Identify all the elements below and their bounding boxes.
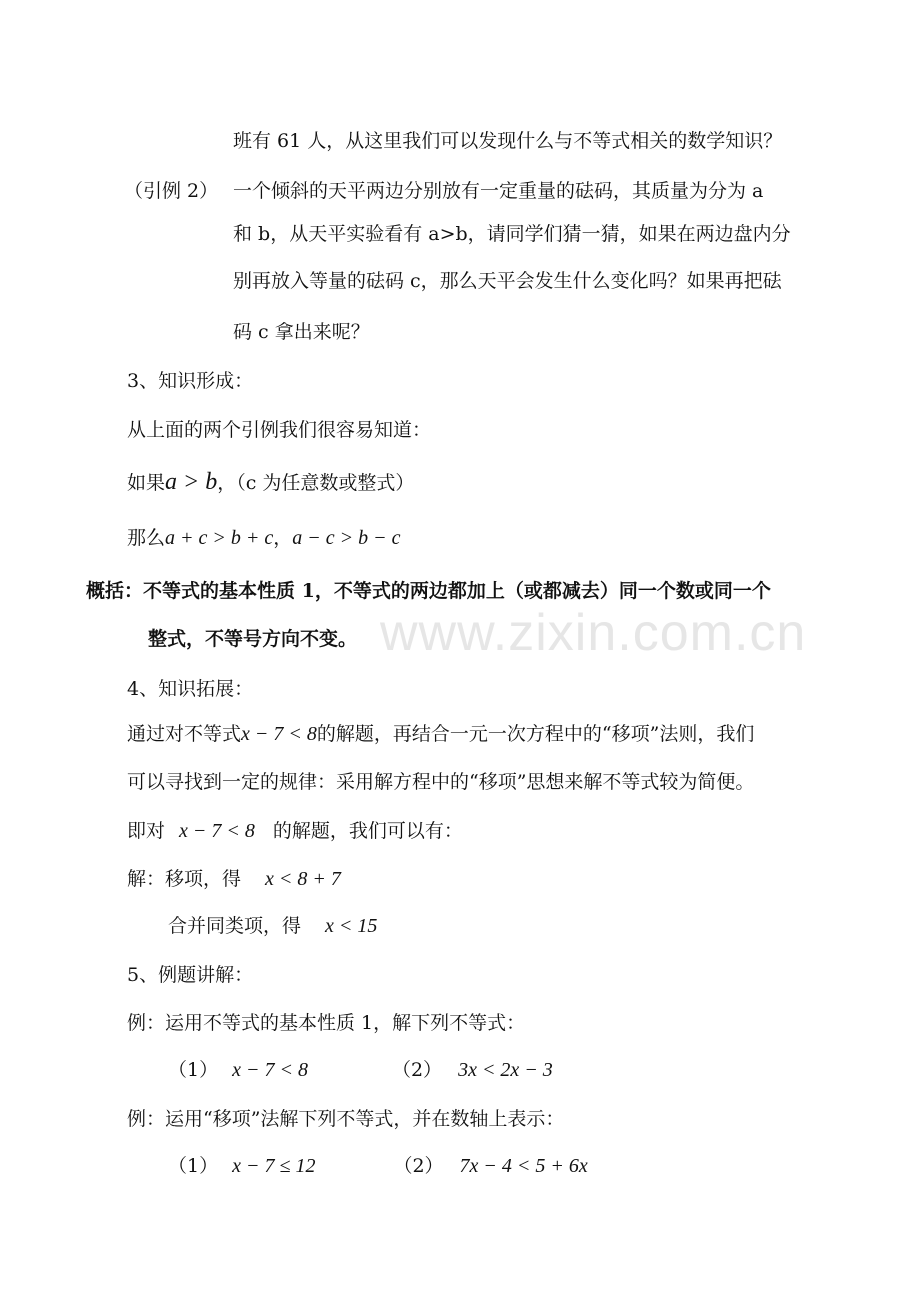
- example-2-line-3: 别再放入等量的砝码 c，那么天平会发生什么变化吗？如果再把砝: [233, 270, 782, 292]
- if-suffix: ，（c 为任意数或整式）: [217, 472, 415, 494]
- ji-prefix: 即对: [127, 820, 166, 842]
- if-prefix: 如果: [127, 472, 166, 494]
- ex1-number-2: （2）: [391, 1059, 443, 1081]
- if-math: a > b: [165, 469, 218, 495]
- ex2-number-2: （2）: [393, 1155, 444, 1177]
- example-2-problems: [168, 1153, 588, 1179]
- example-2-text: 例：运用“移项”法解下列不等式，并在数轴上表示：: [127, 1108, 565, 1130]
- sol1-prefix: 解：移项，得: [127, 868, 242, 890]
- ji-math: x − 7 < 8: [179, 820, 255, 842]
- p1-prefix: 通过对不等式: [127, 723, 242, 745]
- sol2-prefix: 合并同类项，得: [168, 915, 302, 937]
- example-1-problems: [168, 1057, 553, 1083]
- then-math-2: a − c > b − c: [292, 527, 401, 549]
- intro-line-1: 班有 61 人，从这里我们可以发现什么与不等式相关的数学知识？: [233, 130, 783, 152]
- sol1-math: x < 8 + 7: [265, 868, 341, 890]
- ex1-number-1: （1）: [168, 1059, 219, 1081]
- solution-line-1: [127, 866, 341, 892]
- ex2-problem-2: 7x − 4 < 5 + 6x: [459, 1155, 588, 1177]
- ex1-problem-2: 3x < 2x − 3: [458, 1059, 553, 1081]
- example-2-line-2: 和 b，从天平实验看有 a>b，请同学们猜一猜，如果在两边盘内分: [233, 223, 791, 245]
- ex2-number-1: （1）: [168, 1155, 219, 1177]
- summary-line-2: 整式，不等号方向不变。: [148, 628, 358, 650]
- then-line: [127, 525, 401, 551]
- ji-suffix: 的解题，我们可以有：: [272, 820, 463, 842]
- ji-line: [127, 818, 463, 844]
- ex2-problem-1: x − 7 ≤ 12: [232, 1155, 316, 1177]
- example-2-line-1: 一个倾斜的天平两边分别放有一定重量的砝码，其质量为分为 a: [233, 180, 764, 202]
- example-1-text: 例：运用不等式的基本性质 1，解下列不等式：: [127, 1012, 526, 1034]
- section-4-heading: 4、知识拓展：: [127, 678, 254, 700]
- then-prefix: 那么: [127, 527, 166, 549]
- if-condition-line: [127, 469, 414, 496]
- example-2-line-4: 码 c 拿出来呢？: [233, 321, 370, 343]
- section-4-paragraph-line-1: [127, 721, 754, 747]
- section-5-heading: 5、例题讲解：: [127, 964, 254, 986]
- p1-math: x − 7 < 8: [241, 723, 317, 745]
- ex1-problem-1: x − 7 < 8: [232, 1059, 308, 1081]
- solution-line-2: [168, 913, 377, 939]
- section-3-heading: 3、知识形成：: [127, 370, 254, 392]
- p1-suffix: 的解题，再结合一元一次方程中的“移项”法则，我们: [316, 723, 755, 745]
- summary-line-1: 概括：不等式的基本性质 1，不等式的两边都加上（或都减去）同一个数或同一个: [86, 580, 771, 602]
- section-4-paragraph-line-2: 可以寻找到一定的规律：采用解方程中的“移项”思想来解不等式较为简便。: [127, 771, 755, 793]
- then-sep: ，: [273, 527, 293, 549]
- example-2-label: （引例 2）: [124, 180, 219, 202]
- then-math-1: a + c > b + c: [165, 527, 274, 549]
- section-3-text: 从上面的两个引例我们很容易知道：: [127, 419, 432, 441]
- sol2-math: x < 15: [325, 915, 378, 937]
- watermark: www.zixin.com.cn: [380, 604, 807, 662]
